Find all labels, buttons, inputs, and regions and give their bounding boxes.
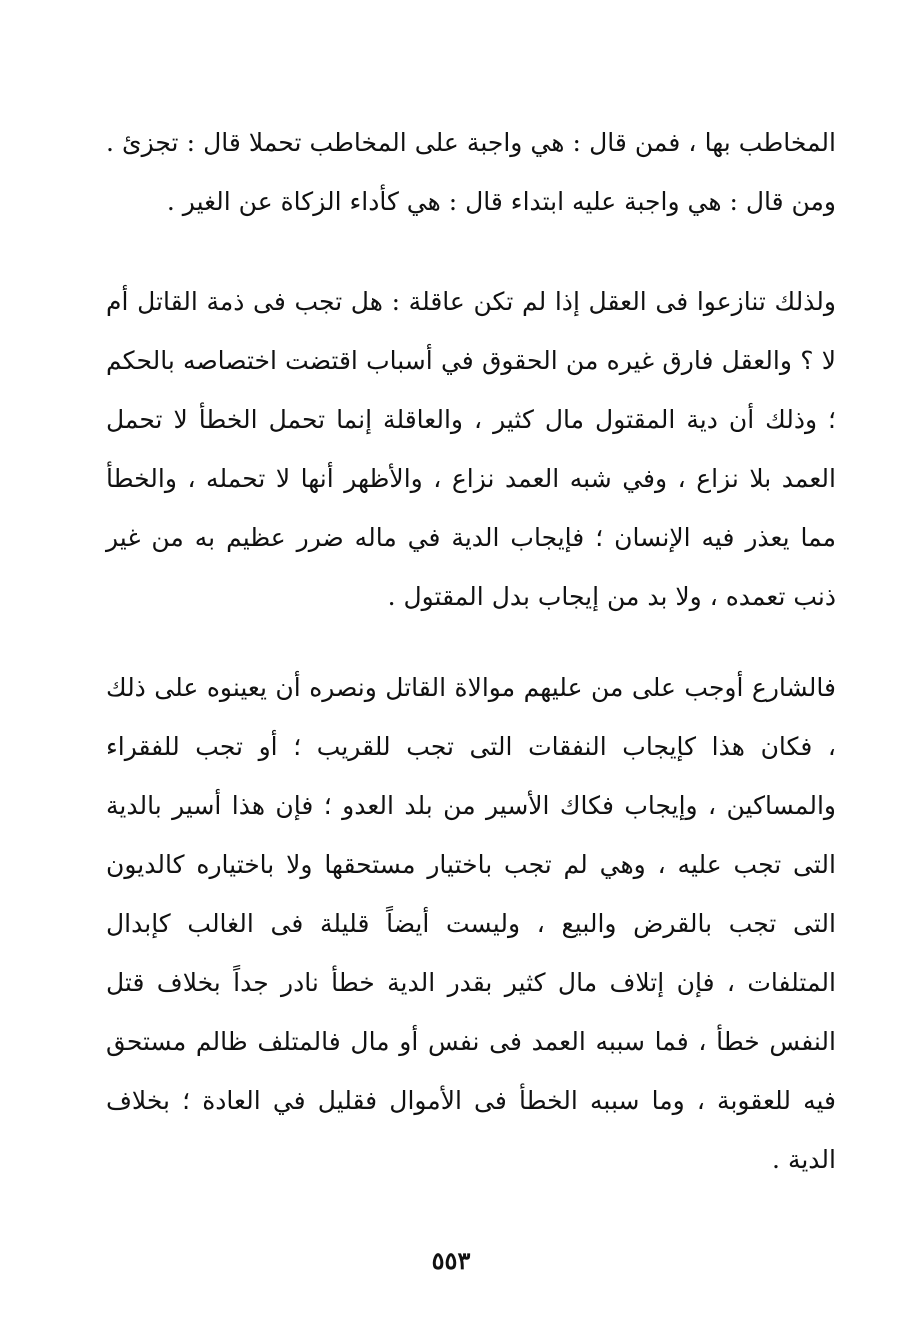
paragraph-2 (106, 272, 836, 626)
page-number: ٥٥٣ (431, 1246, 471, 1275)
paragraph-3 (106, 658, 836, 1189)
paragraph-text: المخاطب بها ، فمن قال : هي واجبة على المخاطب تحملا قال : تجزئ . ومن قال : هي واجبة عليه ابتداء قال : هي كأداء الزكاة عن الغير . (106, 128, 836, 216)
paragraph-1 (106, 113, 836, 231)
paragraph-text: فالشارع أوجب على من عليهم موالاة القاتل ونصره أن يعينوه على ذلك ، فكان هذا كإيجاب النفقات التى تجب للقريب ؛ أو تجب للفقراء والمساكين ، وإيجاب فكاك الأسير من بلد العدو ؛ فإن هذا أسير بالدية التى تجب عليه ، وهي لم تجب باختيار مستحقها ولا باختياره كالديون التى تجب بالقرض والبيع ، وليست أيضاً قليلة فى الغالب كإبدال المتلفات ، فإن إتلاف مال كثير بقدر الدية خطأ نادر جداً بخلاف قتل النفس خطأ ، فما سببه العمد فى نفس أو مال فالمتلف ظالم مستحق فيه للعقوبة ، وما سببه الخطأ فى الأموال فقليل في العادة ؛ بخلاف الدية . (106, 673, 836, 1174)
paragraph-text: ولذلك تنازعوا فى العقل إذا لم تكن عاقلة : هل تجب فى ذمة القاتل أم لا ؟ والعقل فارق غيره من الحقوق في أسباب اقتضت اختصاصه بالحكم ؛ وذلك أن دية المقتول مال كثير ، والعاقلة إنما تحمل الخطأ لا تحمل العمد بلا نزاع ، وفي شبه العمد نزاع ، والأظهر أنها لا تحمله ، والخطأ مما يعذر فيه الإنسان ؛ فإيجاب الدية في ماله ضرر عظيم به من غير ذنب تعمده ، ولا بد من إيجاب بدل المقتول . (106, 287, 836, 611)
